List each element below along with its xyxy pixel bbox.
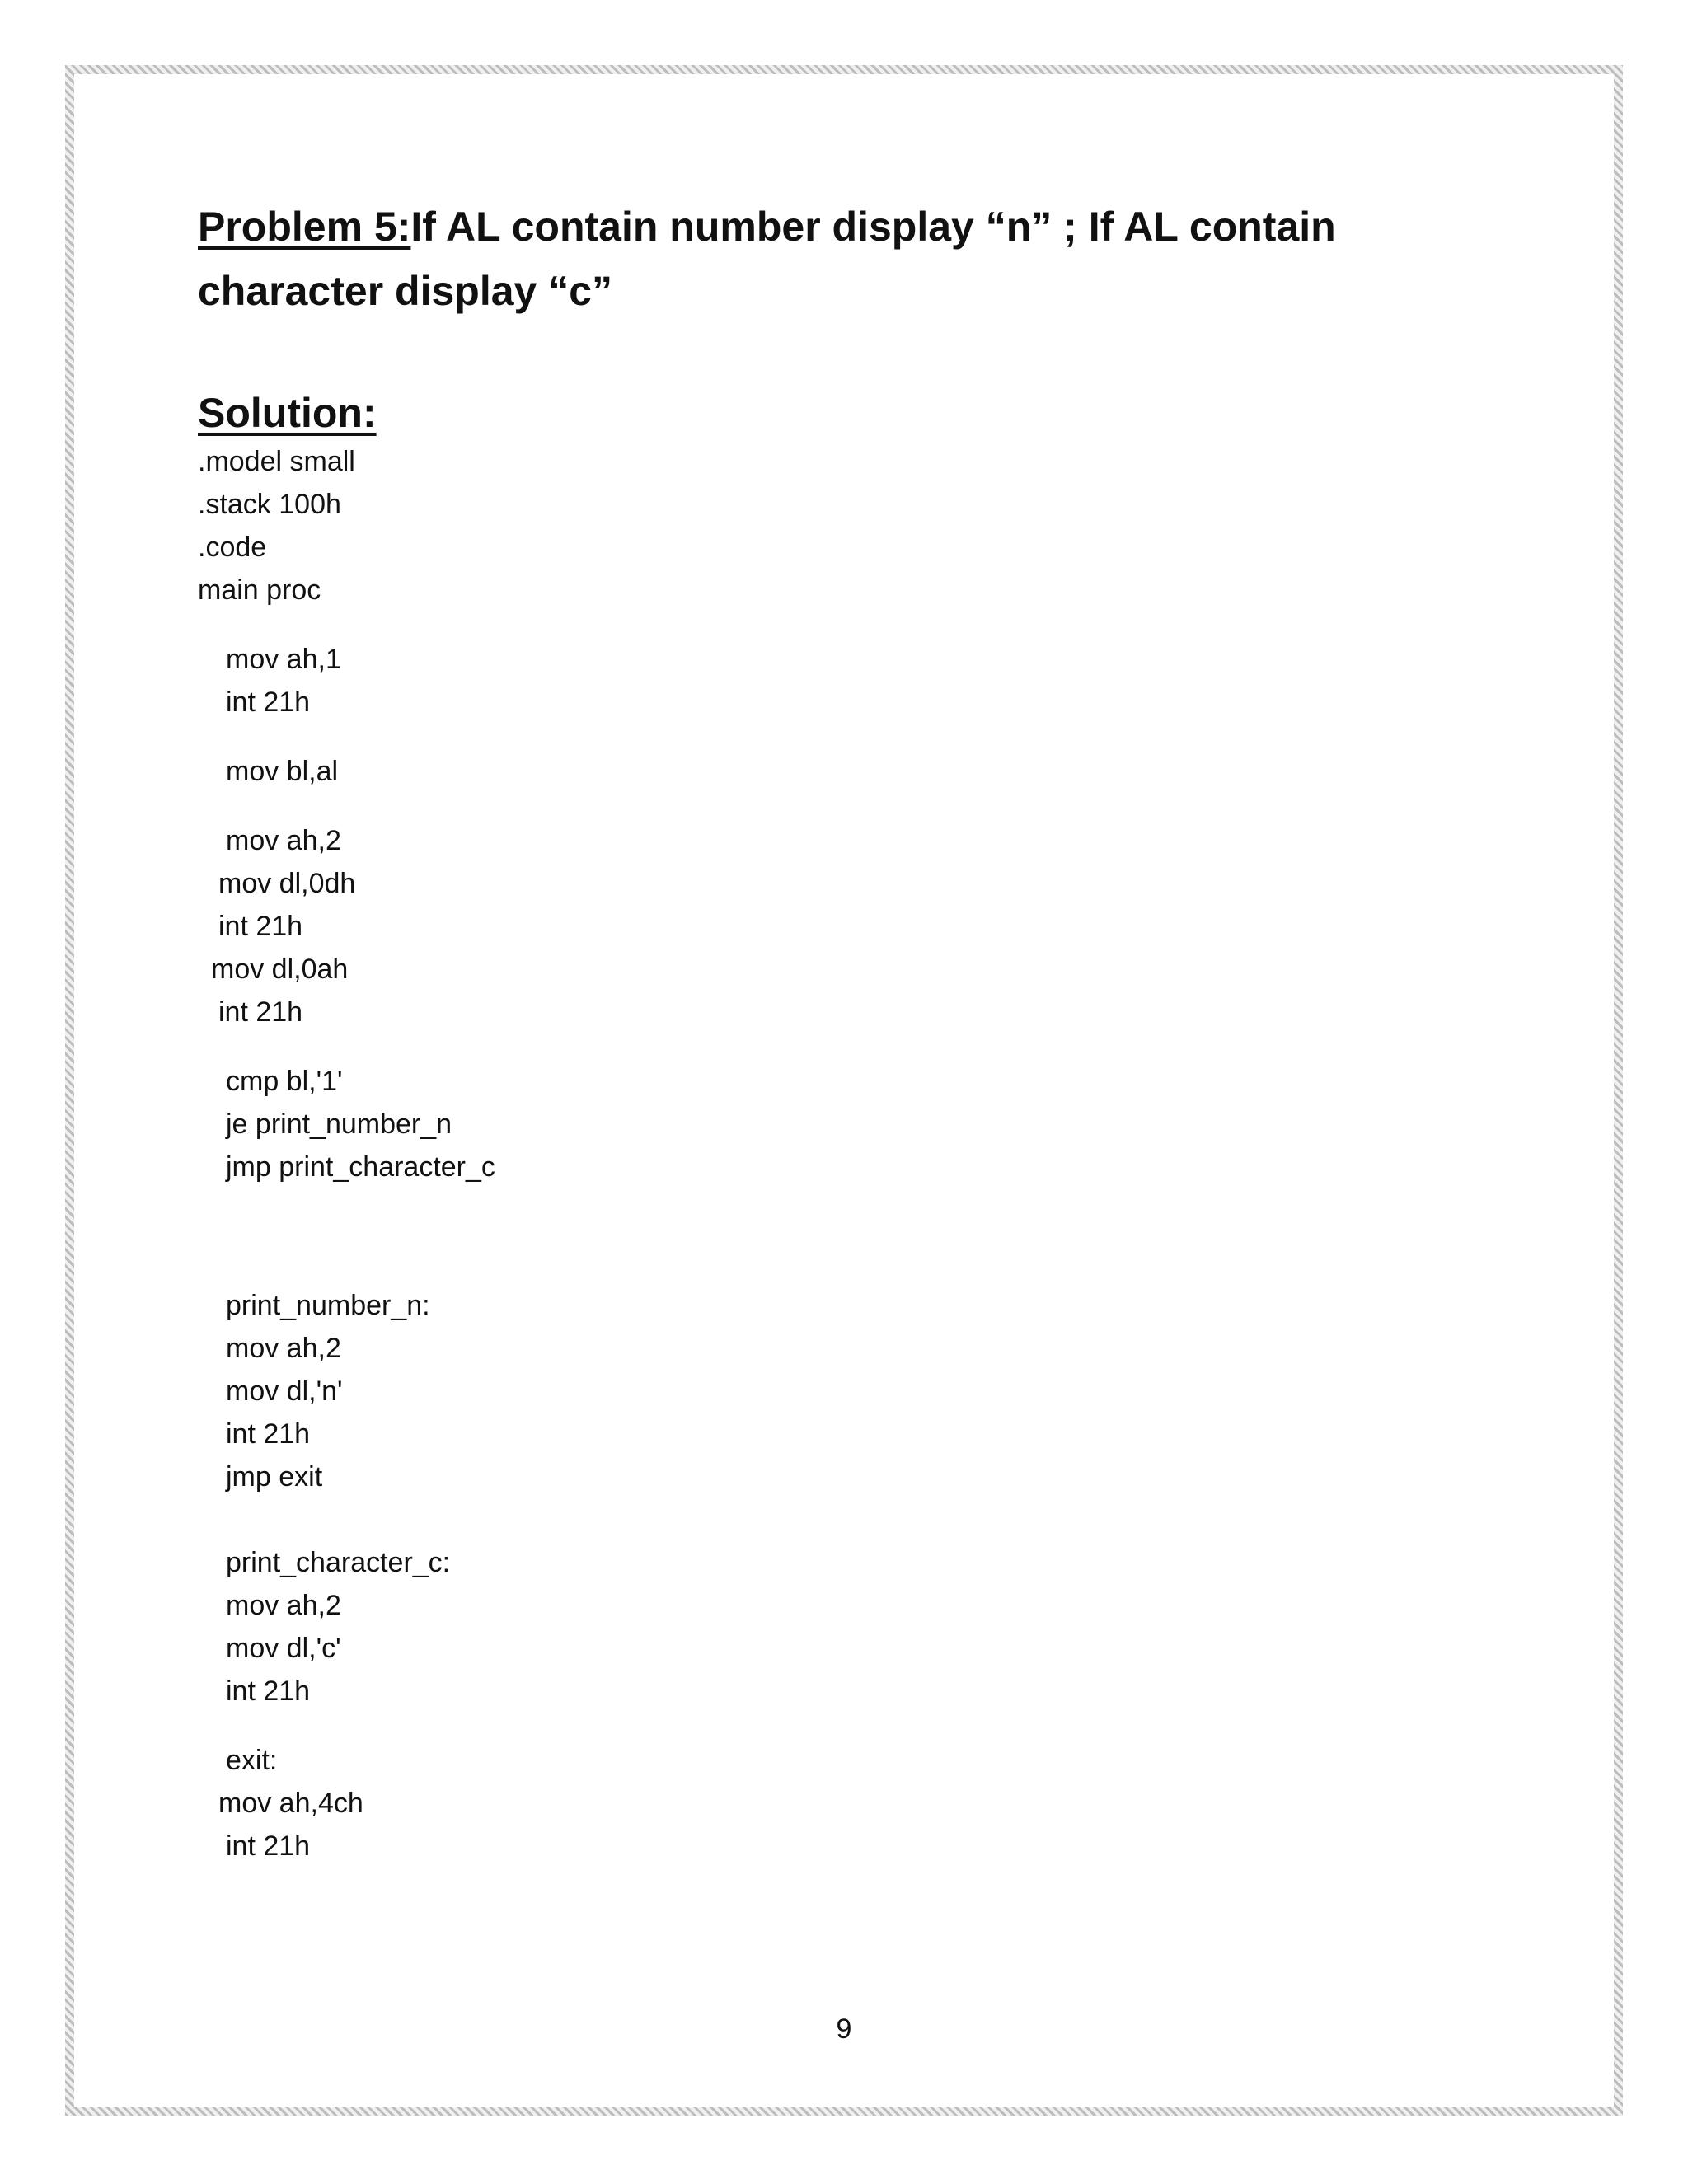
code-line: int 21h xyxy=(226,1830,311,1862)
code-line: main proc xyxy=(198,574,321,606)
code-line: mov ah,2 xyxy=(226,1590,341,1621)
code-line: int 21h xyxy=(226,1418,311,1450)
code-line: jmp exit xyxy=(226,1461,323,1493)
code-line: mov ah,1 xyxy=(226,644,341,675)
code-line: mov dl,0dh xyxy=(218,868,356,899)
code-line: jmp print_character_c xyxy=(226,1151,495,1183)
code-line: int 21h xyxy=(226,687,311,718)
code-line: mov bl,al xyxy=(226,756,339,787)
code-line: int 21h xyxy=(218,996,303,1028)
code-line: je print_number_n xyxy=(226,1108,452,1140)
code-line: mov ah,4ch xyxy=(218,1788,363,1819)
code-line: .model small xyxy=(198,446,355,477)
code-line: print_character_c: xyxy=(226,1547,451,1578)
page-number: 9 xyxy=(836,2013,852,2045)
code-line: .code xyxy=(198,532,267,563)
code-line: mov ah,2 xyxy=(226,825,341,856)
problem-label: Problem 5: xyxy=(198,204,411,250)
code-line: mov dl,'n' xyxy=(226,1376,343,1407)
problem-text: If AL contain number display “n” ; If AL contain character display “c” xyxy=(198,204,1336,314)
problem-title xyxy=(198,194,1484,323)
code-line: print_number_n: xyxy=(226,1290,430,1321)
code-line: int 21h xyxy=(226,1675,311,1707)
code-line: mov dl,0ah xyxy=(211,954,349,985)
code-line: int 21h xyxy=(218,911,303,942)
solution-heading: Solution: xyxy=(198,390,377,436)
code-line: cmp bl,'1' xyxy=(226,1066,343,1097)
code-line: mov ah,2 xyxy=(226,1333,341,1364)
code-line: .stack 100h xyxy=(198,489,341,520)
code-line: mov dl,'c' xyxy=(226,1633,341,1664)
code-line: exit: xyxy=(226,1745,278,1776)
